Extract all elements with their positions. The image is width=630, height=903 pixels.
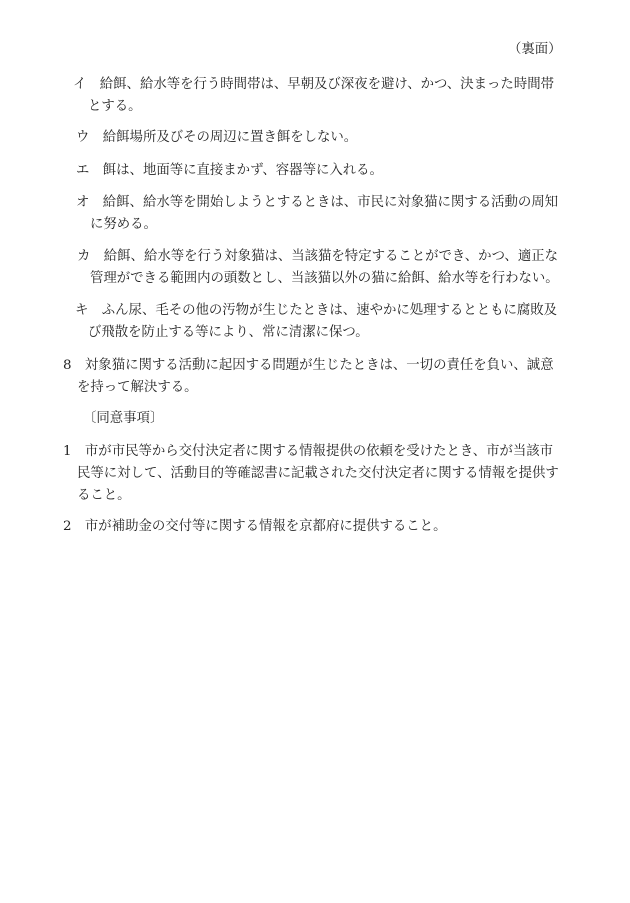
item-ka-line2: 管理ができる範囲内の頭数とし、当該猫以外の猫に給餌、給水等を行わない。 (90, 271, 559, 286)
item-i-line1: イ 給餌、給水等を行う時間帯は、早朝及び深夜を避け、かつ、決まった時間帯 (73, 77, 554, 92)
item-o-line1: オ 給餌、給水等を開始しようとするときは、市民に対象猫に関する活動の周知 (76, 195, 559, 210)
item-e-line1: エ 餌は、地面等に直接まかず、容器等に入れる。 (76, 163, 383, 178)
item-o-line2: に努める。 (90, 217, 157, 232)
consent-item-2-line1: 2 市が補助金の交付等に関する情報を京都府に提供すること。 (63, 519, 447, 534)
consent-item-1-line1: 1 市が市民等から交付決定者に関する情報提供の依頼を受けたとき、市が当該市 (63, 444, 554, 459)
section-8-line1: 8 対象猫に関する活動に起因する問題が生じたときは、一切の責任を負い、誠意 (63, 358, 554, 373)
consent-item-1-line3: ること。 (77, 488, 131, 503)
item-ki-line2: び飛散を防止する等により、常に清潔に保つ。 (88, 325, 369, 340)
consent-item-1-line2: 民等に対して、活動目的等確認書に記載された交付決定者に関する情報を提供す (77, 466, 559, 481)
item-u-line1: ウ 給餌場所及びその周辺に置き餌をしない。 (76, 130, 358, 145)
consent-heading: 〔同意事項〕 (83, 411, 164, 426)
item-ka-line1: カ 給餌、給水等を行う対象猫は、当該猫を特定することができ、かつ、適正な (77, 249, 558, 264)
item-ki-line1: キ ふん尿、毛その他の汚物が生じたときは、速やかに処理するとともに腐敗及 (75, 303, 558, 318)
side-label: （裏面） (508, 42, 562, 57)
section-8-line2: を持って解決する。 (77, 380, 198, 395)
item-i-line2: とする。 (88, 99, 142, 114)
